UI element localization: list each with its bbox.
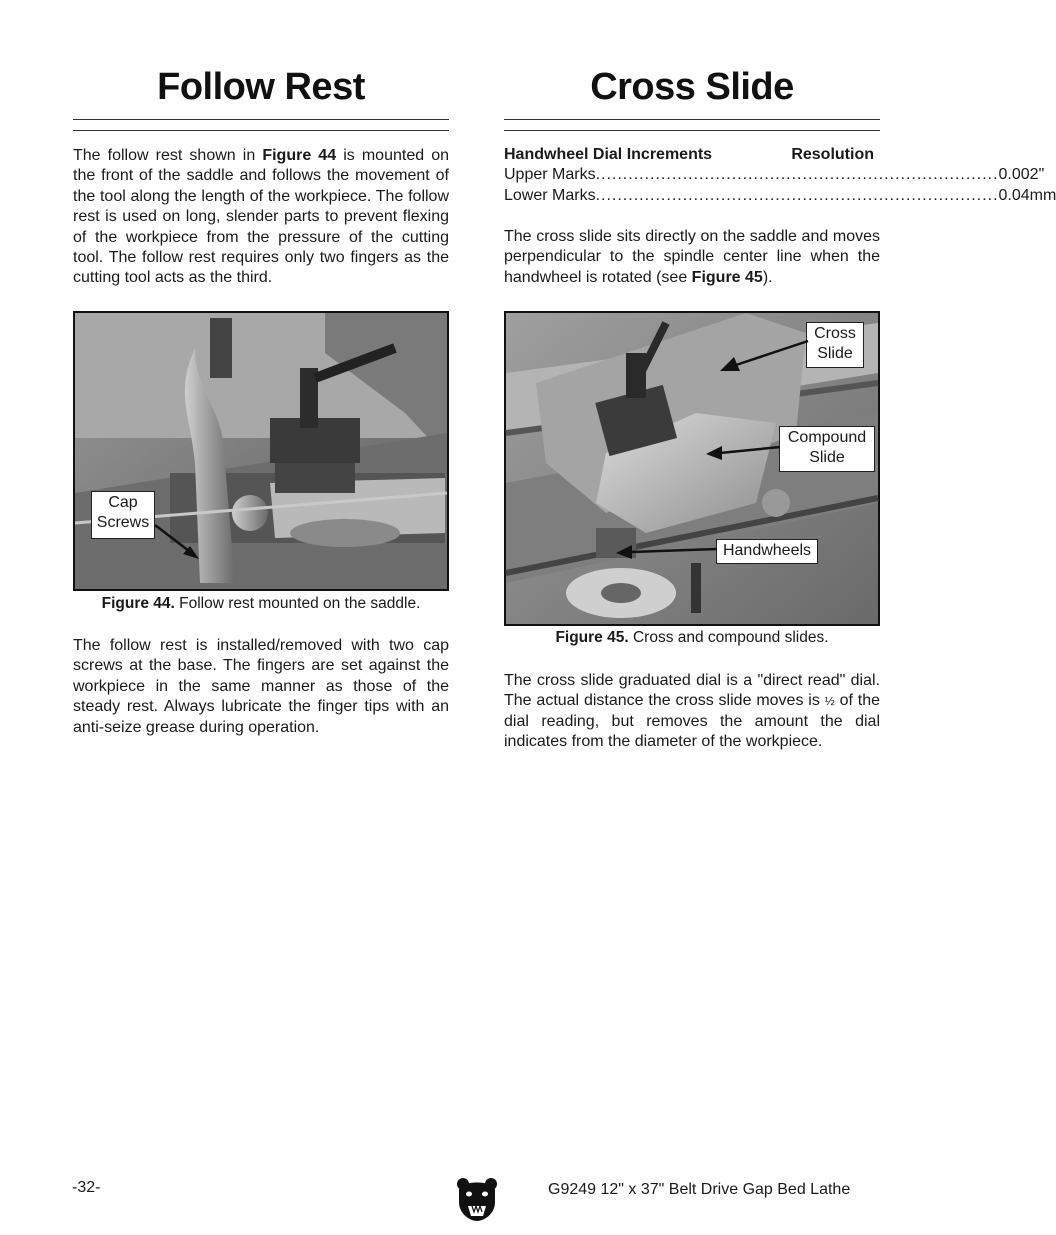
cross-slide-arrow — [716, 335, 811, 375]
left-column — [73, 0, 449, 1235]
cross-slide-body: The cross slide graduated dial is a "direct read" dial. The actual distance the cross slide moves is ½ of the dial reading, but removes the amount the dial indicates from the diameter of the workpiece. — [504, 672, 880, 751]
spec-table-header: Handwheel Dial Increments Resolution — [504, 146, 874, 163]
figure-44-ref: Figure 44 — [262, 147, 337, 164]
leader-dots: .......................................................................... — [595, 166, 999, 183]
cross-slide-callout: Cross Slide — [806, 322, 864, 368]
grizzly-bear-logo-icon — [456, 1176, 498, 1222]
figure-44-caption: Figure 44. Follow rest mounted on the saddle. — [101, 595, 421, 612]
figure-44-photo — [73, 311, 449, 591]
figure-45-caption: Figure 45. Cross and compound slides. — [555, 629, 829, 646]
follow-rest-body: The follow rest is installed/removed with two cap screws at the base. The fingers are set against the workpiece in the same manner as those of the steady rest. Always lubricate the finger tips with an anti-seize grease during operation. — [73, 637, 449, 736]
page-number: -32- — [72, 1179, 101, 1196]
spec-row-lower: Lower Marks .......................................................................... 0.04mm — [504, 187, 1056, 204]
right-column — [504, 0, 1056, 1235]
spec-row-upper: Upper Marks .......................................................................... 0.002" — [504, 166, 1045, 183]
cap-screws-arrow — [153, 521, 203, 561]
title-rule-top-right — [504, 119, 880, 120]
follow-rest-intro: The follow rest shown in Figure 44 is mounted on the front of the saddle and follows the movement of the tool along the length of the workpiece. The follow rest is used on long, slender parts to prevent flexing of the workpiece from the pressure of the cutting tool. The follow rest requires only two fingers as the cutting tool acts as the third. — [73, 147, 450, 287]
cross-slide-title: Cross Slide — [590, 66, 794, 108]
handwheels-callout: Handwheels — [716, 539, 818, 564]
compound-slide-arrow — [704, 441, 782, 461]
title-rule-bottom — [73, 130, 449, 131]
figure-45-ref: Figure 45 — [691, 268, 763, 286]
handwheels-arrow — [614, 543, 719, 559]
cap-screws-callout: Cap Screws — [91, 491, 155, 539]
follow-rest-photo-illustration — [75, 313, 447, 589]
one-half-fraction: ½ — [824, 694, 835, 709]
footer-model-text: G9249 12" x 37" Belt Drive Gap Bed Lathe — [548, 1181, 851, 1198]
leader-dots: .......................................................................... — [595, 187, 999, 204]
title-rule-bottom-right — [504, 130, 880, 131]
title-rule-top — [73, 119, 449, 120]
figure-45-photo — [504, 311, 880, 626]
compound-slide-callout: Compound Slide — [779, 426, 875, 472]
follow-rest-title: Follow Rest — [157, 66, 365, 108]
cross-slide-intro: The cross slide sits directly on the saddle and moves perpendicular to the spindle center line when the handwheel is rotated (see Figure 45). — [504, 228, 880, 286]
